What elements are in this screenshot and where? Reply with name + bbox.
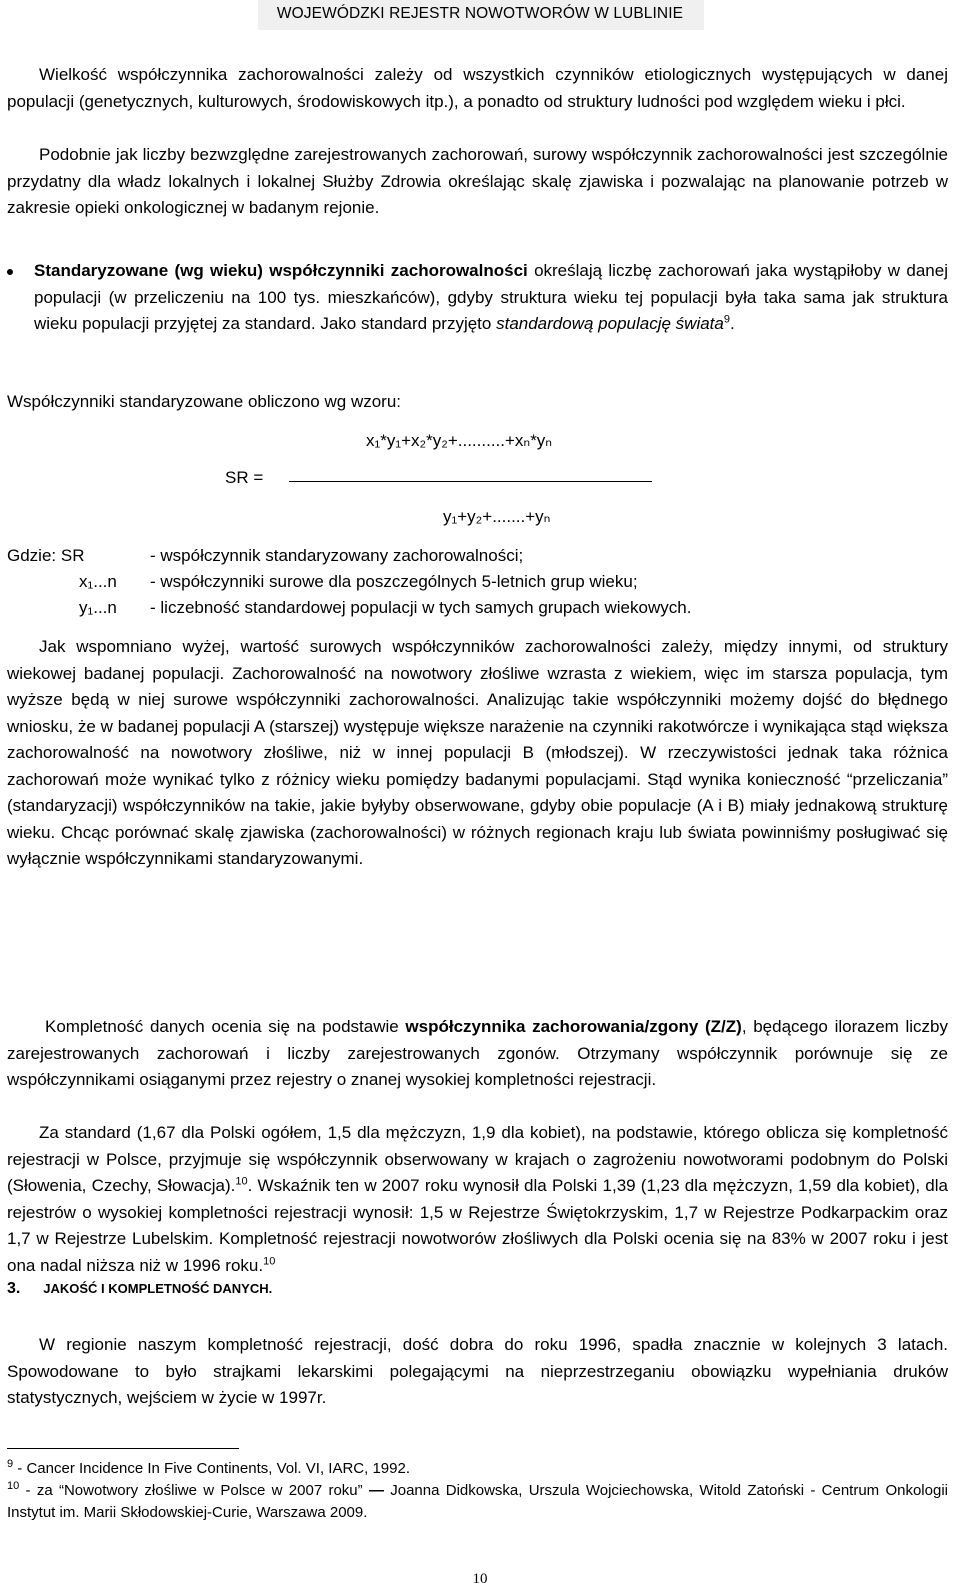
legend-desc-x: - współczynniki surowe dla poszczególnych 5-letnich grup wieku; bbox=[150, 572, 638, 591]
footnote-ref-9: 9 bbox=[723, 313, 730, 326]
legend-desc-sr: - współczynnik standaryzowany zachorowalności; bbox=[150, 546, 524, 565]
footnote-9-number: 9 bbox=[7, 1458, 14, 1470]
page-number: 10 bbox=[472, 1571, 488, 1587]
footnote-ref-10b: 10 bbox=[263, 1254, 276, 1267]
footnote-ref-10a: 10 bbox=[235, 1175, 248, 1188]
running-header: WOJEWÓDZKI REJESTR NOWOTWORÓW W LUBLINIE bbox=[276, 5, 684, 22]
paragraph-4 bbox=[7, 1014, 948, 1094]
paragraph-5 bbox=[7, 1120, 948, 1279]
legend-symbol-x: x₁...n bbox=[79, 572, 117, 591]
formula-intro: Współczynniki standaryzowane obliczono wg wzoru: bbox=[7, 392, 402, 411]
bullet-text bbox=[34, 258, 948, 338]
section-number: 3. bbox=[7, 1280, 21, 1297]
formula-lhs: SR = bbox=[225, 468, 264, 487]
section-title: JAKOŚĆ I KOMPLETNOŚĆ DANYCH. bbox=[43, 1281, 273, 1296]
bullet-end: . bbox=[729, 314, 735, 333]
footnote-10-text-b: Joanna Didkowska, Urszula Wojciechowska, Witold Zatoński - Centrum Onkologii Instytut im. Marii Skłodowskiej-Curie, Warszawa 2009. bbox=[7, 1482, 948, 1521]
footnote-separator bbox=[7, 1448, 239, 1449]
footnote-10: $^{10}$ - za “Nowotwory złośliwe w Polsce w 2007 roku” — Joanna Didkowska, Urszula Wojciechowska, Witold Zatoński - Centrum Onkologii Instytut im. Marii Skłodowskiej-Curie, Warszawa 2009. bbox=[7, 1480, 948, 1521]
footnote-10-number: 10 bbox=[7, 1480, 20, 1492]
formula-denominator: y₁+y₂+.......+yₙ bbox=[443, 507, 551, 526]
formula-numerator: x₁*y₁+x₂*y₂+..........+xₙ*yₙ bbox=[366, 431, 553, 450]
paragraph-3: Jak wspomniano wyżej, wartość surowych współczynników zachorowalności zależy, między innymi, od struktury wiekowej badanej populacji. Zachorowalność na nowotwory złośliwe wzrasta z wiekiem, więc im starsza populacja, tym wyższe będą w niej surowe współczynniki zachorowalności. Analizując takie współczynniki możemy dojść do błędnego wniosku, że w badanej populacji A (starszej) występuje większe narażenie na czynniki rakotwórcze i wynikająca stąd większa zachorowalność na nowotwory złośliwe, niż w innej populacji B (młodszej). W rzeczywistości jednak taka różnica zachorowań może wynikać tylko z różnicy wieku pomiędzy badanymi populacjami. Stąd wynika konieczność “przeliczania” (standaryzacji) współczynników na takie, jakie byłyby obserwowane, gdyby obie populacje (A i B) miały jednakową strukturę wieku. Chcąc porównać skalę zjawiska (zachorowalności) w różnych regionach kraju lub świata powinniśmy posługiwać się wyłącznie współczynnikami standaryzowanymi. bbox=[7, 637, 948, 868]
paragraph-4-start: Kompletność danych ocenia się na podstawie bbox=[45, 1017, 406, 1036]
section-heading bbox=[7, 1280, 272, 1298]
paragraph-5-start: Za standard (1,67 dla Polski ogółem, 1,5 dla mężczyzn, 1,9 dla kobiet), na podstawie, którego oblicza się kompletność rejestracji w Polsce, przyjmuje się współczynnik obserwowany w krajach o zagrożeniu nowotworami podobnym do Polski (Słowenia, Czechy, Słowacja). bbox=[7, 1123, 948, 1195]
footnote-10-text-a: - za “Nowotwory złośliwe w Polsce w 2007 roku” bbox=[19, 1482, 363, 1499]
paragraph-4-end: , będącego ilorazem liczby zarejestrowanych zachorowań i liczby zarejestrowanych zgonów. Otrzymany współczynnik porównuje się ze współczynnikami osiąganymi przez rejestry o znanej wysokiej kompletności rejestracji. bbox=[7, 1017, 948, 1089]
paragraph-5-end: . Wskaźnik ten w 2007 roku wynosił dla Polski 1,39 (1,23 dla mężczyzn, 1,59 dla kobiet), dla rejestrów o wysokiej kompletności rejestracji wynosił: 1,5 w Rejestrze Świętokrzyskim, 1,7 w Rejestrze Podkarpackim oraz 1,7 w Rejestrze Lubelskim. Kompletność rejestracji nowotworów złośliwych dla Polski ocenia się na 83% w 2007 roku i jest ona nadal niższa niż w 1996 roku. bbox=[7, 1176, 948, 1275]
paragraph-6: W regionie naszym kompletność rejestracji, dość dobra do roku 1996, spadła znacznie w kolejnych 3 latach. Spowodowane to było strajkami lekarskimi polegającymi na nieprzestrzeganiu obowiązku wypełniania druków statystycznych, wejściem w życie w 1997r. bbox=[7, 1335, 948, 1407]
formula-fraction-line bbox=[289, 481, 652, 482]
footnote-9-text: - Cancer Incidence In Five Continents, Vol. VI, IARC, 1992. bbox=[13, 1460, 410, 1477]
legend-desc-y: - liczebność standardowej populacji w tych samych grupach wiekowych. bbox=[150, 598, 692, 617]
bullet-bold: Standaryzowane (wg wieku) współczynniki zachorowalności bbox=[34, 261, 528, 280]
bullet-dot-icon bbox=[7, 269, 13, 275]
legend-symbol-y: y₁...n bbox=[79, 598, 117, 617]
paragraph-2: Podobnie jak liczby bezwzględne zarejestrowanych zachorowań, surowy współczynnik zachorowalności jest szczególnie przydatny dla władz lokalnych i lokalnej Służby Zdrowia określając skalę zjawiska i pozwalając na planowanie potrzeb w zakresie opieki onkologicznej w badanym rejonie. bbox=[7, 145, 948, 217]
legend-symbol-sr: Gdzie: SR bbox=[7, 546, 85, 565]
bullet-italic: standardową populację świata bbox=[496, 314, 724, 333]
paragraph-1: Wielkość współczynnika zachorowalności zależy od wszystkich czynników etiologicznych występujących w danej populacji (genetycznych, kulturowych, środowiskowych itp.), a ponadto od struktury ludności pod względem wieku i płci. bbox=[7, 65, 948, 111]
bullet-body: określają liczbę zachorowań jaka wystąpiłoby w danej populacji (w przeliczeniu na 100 tys. mieszkańców), gdyby struktura wieku tej populacji była taka sama jak struktura wieku populacji przyjętej za standard. Jako standard przyjęto bbox=[34, 261, 948, 333]
footnote-9 bbox=[7, 1458, 948, 1480]
paragraph-4-bold: współczynnika zachorowania/zgony (Z/Z) bbox=[405, 1017, 742, 1036]
